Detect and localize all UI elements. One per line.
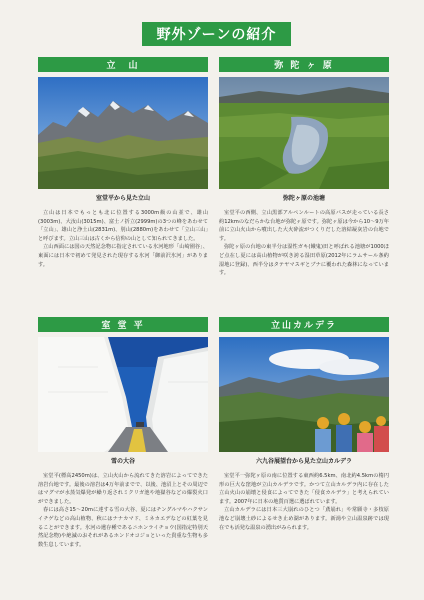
midagahara-photo xyxy=(219,77,389,189)
section-tateyama xyxy=(38,57,208,269)
section-heading: 立 山 xyxy=(38,57,208,72)
paragraph: 立山西面には国の天然記念物に指定されている氷河地形「山崎圏谷」、東面には日本で初めて発見された現存する氷河「御前沢氷河」があります。 xyxy=(38,244,208,268)
paragraph: 室堂平の西側、立山黒部アルペンルートの高原バスが走っている長さ約12kmのなだらかな台地が弥陀ヶ原です。弥陀ヶ原は今から10～9万年前に立山火山から噴出した大火砕流がつくりだした溶結凝灰岩の台地です。 xyxy=(219,210,389,242)
section-heading: 立山カルデラ xyxy=(219,317,389,332)
paragraph: 立山カルデラには日本三大崩れのひとつ「鳶崩れ」や常願寺・多枝原池など崩壊土砂によるせき止め湖があります。新湯や立山温泉跡では現在でも活発な温泉の湧出がみられます。 xyxy=(219,507,389,531)
section-body xyxy=(219,209,389,278)
section-caldera xyxy=(219,317,389,532)
section-body xyxy=(38,472,208,549)
photo-caption: 室堂平から見た立山 xyxy=(95,195,150,202)
section-heading: 室 堂 平 xyxy=(38,317,208,332)
paragraph: 室堂平(標高2450m)は、立山火山から流れてきた溶岩によってできた溶岩台地です。最後の溶岩は4万年前までで、以後、池沼上とその周辺ではマグマが水蒸気爆発が繰り返されミクリガ池や地獄谷などの爆裂火口ができました。 xyxy=(38,473,208,505)
tateyama-photo xyxy=(38,77,208,189)
paragraph: 弥陀ヶ原の台地の東半分は湿性ガキ(餓鬼)田と呼ばれる池塘が1000ほど点在し夏には高山植物が咲き誇る湿田草原(2012年にラムサール条約湿地に登録)、西半分はタテヤマスギとブナに覆われた森林になっています。 xyxy=(219,244,389,277)
section-body xyxy=(38,209,208,269)
caldera-photo xyxy=(219,337,389,452)
photo-caption: 雪の大谷 xyxy=(110,458,135,465)
page-title: 野外ゾーンの紹介 xyxy=(142,22,291,46)
murodo-photo xyxy=(38,337,208,452)
paragraph: 室堂平一弥陀ヶ原の南に位置する東西約6.5km、南北約4.5kmの楕円形の巨大な窪地が立山カルデラです。かつて立山カルデラ内に存在した立山火山の崩壊と侵食によってできた「侵食カルデラ」と考えられています。2007年に日本の地質百選に選ばれています。 xyxy=(219,473,389,505)
section-heading: 弥 陀 ヶ 原 xyxy=(219,57,389,72)
photo-caption: 弥陀ヶ原の池塘 xyxy=(282,195,325,202)
photo-caption: 六九谷展望台から見た立山カルデラ xyxy=(255,458,352,465)
paragraph: 春には高さ15～20mに達する雪の大谷、夏にはチングルマやハクサンイチゲなどの高山植物、秋にはナナカマド、ミネカエデなどの紅葉を見ることができます。氷河の遺存種であるニホンライチョウ(国指定特別天然記念物)や絶滅のおそれがあるホンドオコジョといった貴重な生物も多数生息しています。 xyxy=(38,507,208,548)
section-body xyxy=(219,472,389,532)
section-murodo xyxy=(38,317,208,549)
paragraph: 立山は日本でもっとも北に位置する3000m級の山並で、雄山(3003m)、大汝山(3015m)、富士ノ折立(2999m)の3つの峰をあわせて「立山」、雄山と浄土山(2831m)、別山(2880m)をあわせて「立山三山」と呼びます。立山三山は古くから信仰の山として知られてきました。 xyxy=(38,210,208,242)
section-midagahara xyxy=(219,57,389,278)
